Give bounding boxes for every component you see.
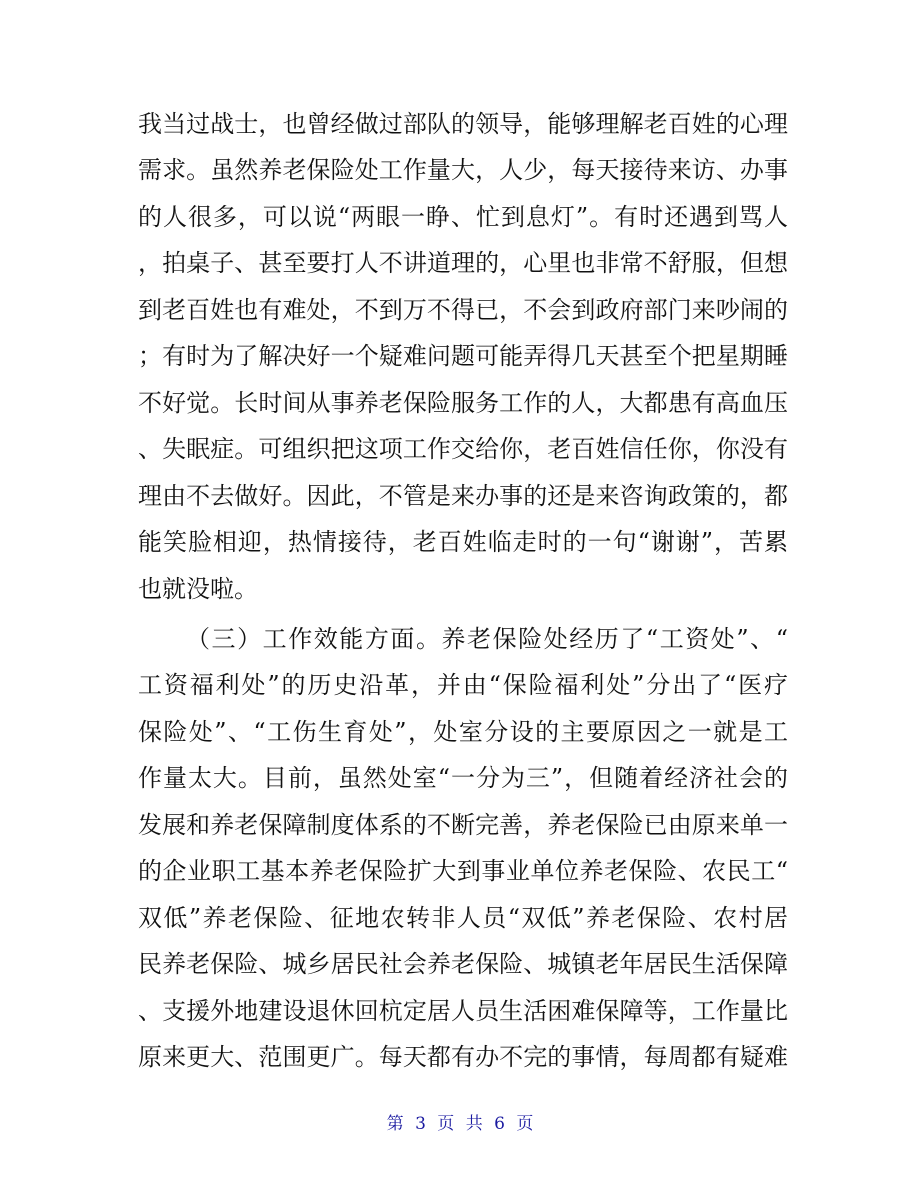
text-line: 不好觉。长时间从事养老保险服务工作的人，大都患有高血压 xyxy=(138,389,788,417)
text-line: ；有时为了解决好一个疑难问题可能弄得几天甚至个把星期睡 xyxy=(138,342,788,370)
text-line: ，拍桌子、甚至要打人不讲道理的，心里也非常不舒服，但想 xyxy=(138,249,788,277)
text-line: 到老百姓也有难处，不到万不得已，不会到政府部门来吵闹的 xyxy=(138,296,788,324)
text-line: 理由不去做好。因此，不管是来办事的还是来咨询政策的，都 xyxy=(138,482,788,510)
text-line: 需求。虽然养老保险处工作量大，人少，每天接待来访、办事 xyxy=(138,156,788,184)
text-line: 的人很多，可以说“两眼一睁、忙到息灯”。有时还遇到骂人 xyxy=(138,203,788,231)
text-line: 作量太大。目前，虽然处室“一分为三”，但随着经济社会的 xyxy=(138,764,788,792)
text-line: 、支援外地建设退休回杭定居人员生活困难保障等，工作量比 xyxy=(138,997,788,1025)
text-line: 能笑脸相迎，热情接待，老百姓临走时的一句“谢谢”，苦累 xyxy=(138,528,788,556)
text-line: 保险处”、“工伤生育处”，处室分设的主要原因之一就是工 xyxy=(138,718,788,746)
text-line: 、失眠症。可组织把这项工作交给你，老百姓信任你，你没有 xyxy=(138,435,788,463)
text-line: 的企业职工基本养老保险扩大到事业单位养老保险、农民工“ xyxy=(138,857,788,885)
text-line: 我当过战士，也曾经做过部队的领导，能够理解老百姓的心理 xyxy=(138,110,788,138)
text-line: 民养老保险、城乡居民社会养老保险、城镇老年居民生活保障 xyxy=(138,950,788,978)
text-line: 原来更大、范围更广。每天都有办不完的事情，每周都有疑难 xyxy=(138,1043,788,1071)
text-line: 工资福利处”的历史沿革，并由“保险福利处”分出了“医疗 xyxy=(138,671,788,699)
paragraph-heading-line: （三）工作效能方面。养老保险处经历了“工资处”、“ xyxy=(186,625,788,653)
text-line: 也就没啦。 xyxy=(138,575,258,603)
text-line: 双低”养老保险、征地农转非人员“双低”养老保险、农村居 xyxy=(138,904,788,932)
text-line: 发展和养老保障制度体系的不断完善，养老保险已由原来单一 xyxy=(138,811,788,839)
page-number-footer: 第 3 页 共 6 页 xyxy=(386,1114,534,1134)
